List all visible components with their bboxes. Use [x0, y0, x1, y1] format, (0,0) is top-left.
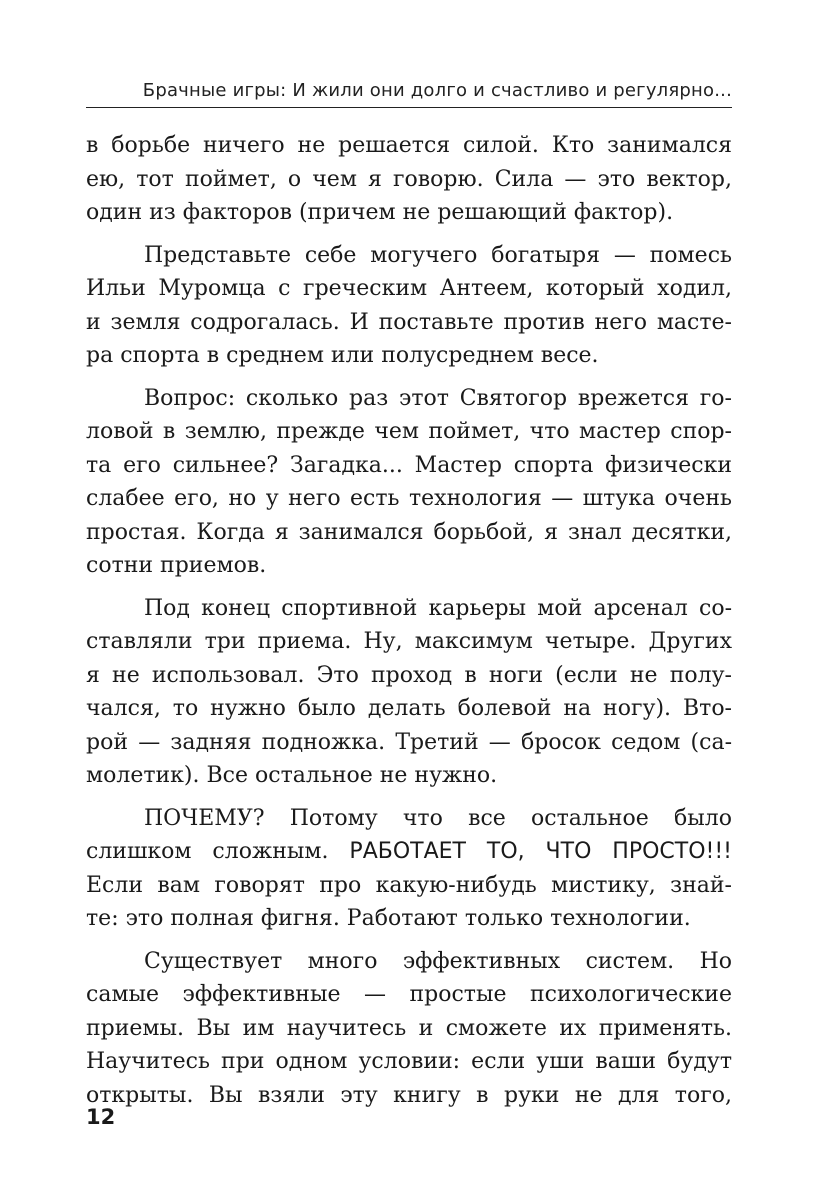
body-text — [86, 129, 732, 1112]
text-line: Представьте себе могучего богатыря — помесь — [144, 242, 732, 268]
text-fragment: слишком сложным. — [86, 839, 329, 864]
paragraph-1 — [86, 129, 732, 230]
text-line: Вопрос: сколько раз этот Святогор врежется го- — [144, 385, 732, 411]
text-line: приемы. Вы им научитесь и сможете их применять. — [86, 1015, 732, 1041]
paragraph-2 — [86, 239, 732, 373]
text-line: те: это полная фигня. Работают только технологии. — [86, 906, 691, 931]
emphasis-text: РАБОТАЕТ ТО, ЧТО ПРОСТО!!! — [349, 839, 732, 864]
text-line: в борьбе ничего не решается силой. Кто занимался — [86, 133, 732, 158]
paragraph-5 — [86, 802, 732, 936]
text-line: я не использовал. Это проход в ноги (если не полу- — [86, 662, 732, 688]
text-line: ею, тот поймет, о чем я говорю. Сила — это вектор, — [86, 166, 732, 192]
text-line: рой — задняя подножка. Третий — бросок седом (са- — [86, 729, 732, 755]
text-line: Под конец спортивной карьеры мой арсенал со- — [144, 595, 732, 621]
text-line: молетик). Все остальное не нужно. — [86, 763, 498, 788]
page-number: 12 — [86, 1105, 116, 1129]
text-line: Ильи Муромца с греческим Антеем, который ходил, — [86, 276, 732, 301]
text-line: самые эффективные — простые психологические — [86, 982, 732, 1007]
header-divider — [86, 107, 732, 108]
text-line: слабее его, но у него есть технология — штука очень — [86, 486, 732, 511]
text-line: открыты. Вы взяли эту книгу в руки не для того, — [86, 1082, 732, 1108]
text-line: ра спорта в среднем или полусреднем весе. — [86, 343, 599, 368]
text-line-with-emphasis — [86, 835, 732, 869]
text-line: сотни приемов. — [86, 553, 267, 578]
paragraph-3 — [86, 382, 732, 583]
paragraph-4 — [86, 592, 732, 793]
text-line: ловой в землю, прежде чем поймет, что мастер спор- — [86, 419, 732, 444]
text-line: Научитесь при одном условии: если уши ваши будут — [86, 1049, 732, 1074]
text-line: ПОЧЕМУ? Потому что все остальное было — [144, 805, 732, 831]
text-line: та его сильнее? Загадка... Мастер спорта физически — [86, 452, 732, 478]
text-line: ставляли три приема. Ну, максимум четыре. Других — [86, 629, 732, 654]
text-line: один из факторов (причем не решающий фактор). — [86, 200, 674, 225]
paragraph-6 — [86, 945, 732, 1113]
text-line: и земля содрогалась. И поставьте против него масте- — [86, 309, 732, 335]
text-line: Если вам говорят про какую-нибудь мистику, знай- — [86, 872, 732, 898]
text-line: простая. Когда я занимался борьбой, я знал десятки, — [86, 519, 732, 545]
text-line: Существует много эффективных систем. Но — [144, 948, 732, 974]
text-line: чался, то нужно было делать болевой на ногу). Вто- — [86, 696, 732, 721]
running-header-title: Брачные игры: И жили они долго и счастливо и регулярно... — [142, 80, 732, 101]
